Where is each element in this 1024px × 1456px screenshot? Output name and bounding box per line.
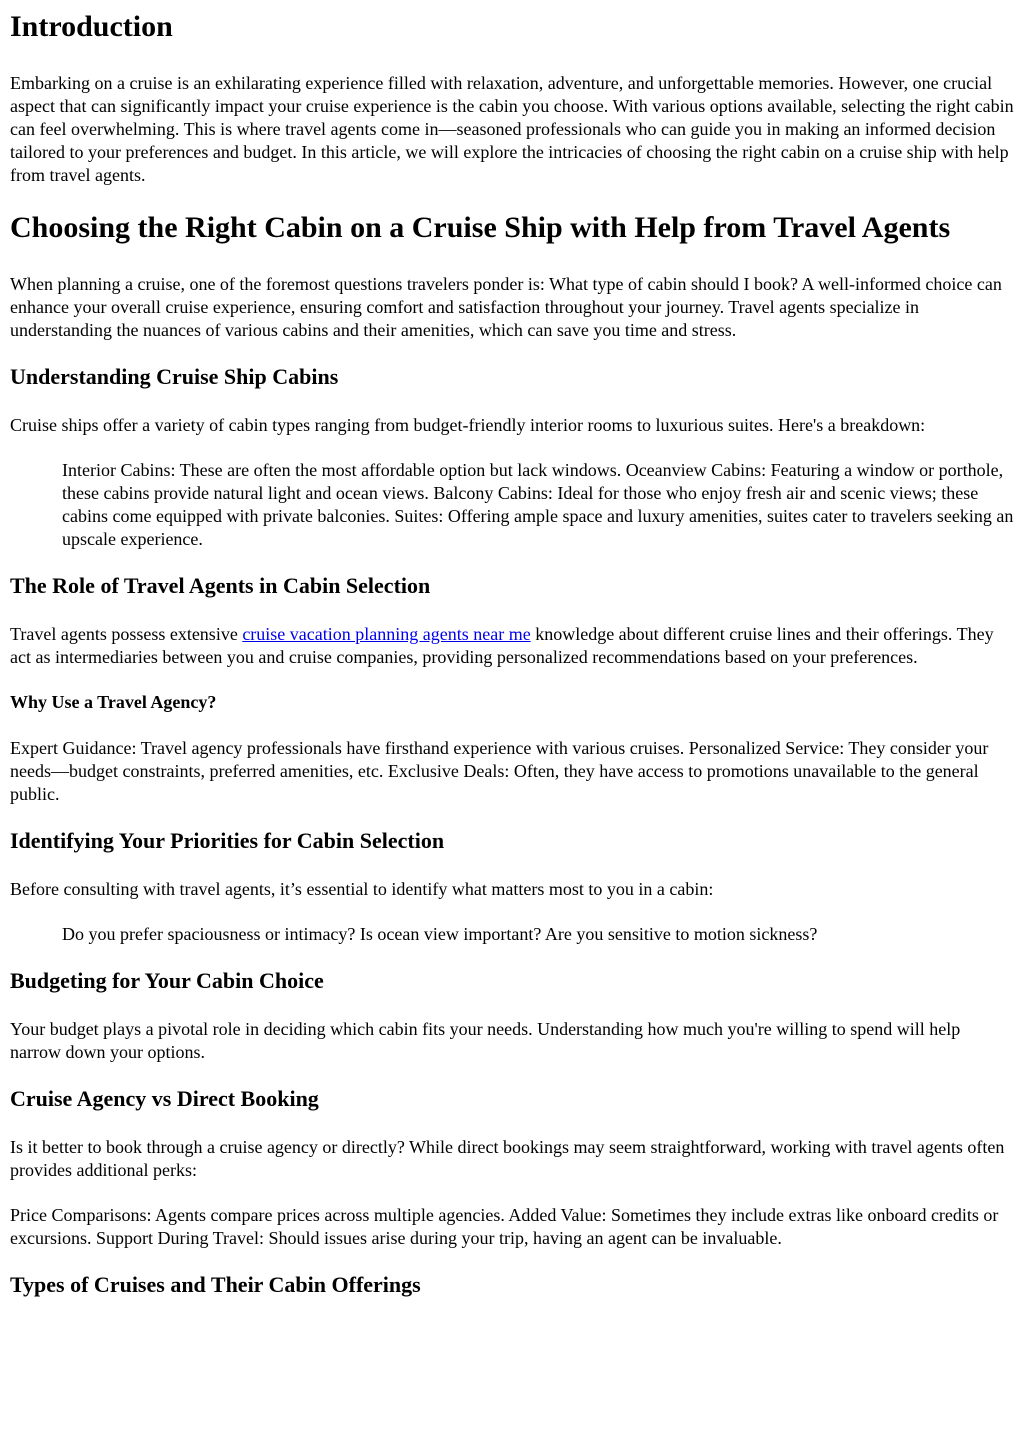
intro-paragraph: Embarking on a cruise is an exhilarating experience filled with relaxation, adventure, and unforgettable memories. However, one crucial aspect that can significantly impact your cruise experience is the cabin you choose. With various options available, selecting the right cabin can feel overwhelming. This is where travel agents come in—seasoned professionals who can guide you in making an informed decision tailored to your preferences and budget. In this article, we will explore the intricacies of choosing the right cabin on a cruise ship with help from travel agents.	[10, 73, 1014, 185]
understanding-heading: Understanding Cruise Ship Cabins	[10, 364, 339, 389]
intro-heading: Introduction	[10, 10, 173, 43]
why-paragraph: Expert Guidance: Travel agency professionals have firsthand experience with various cruises. Personalized Service: They consider your needs—budget constraints, preferred amenities, etc. Exclusive Deals: Often, they have access to promotions unavailable to the general public.	[10, 738, 989, 804]
article	[0, 10, 1024, 1298]
why-heading: Why Use a Travel Agency?	[10, 692, 217, 712]
priorities-heading: Identifying Your Priorities for Cabin Selection	[10, 828, 445, 853]
understanding-paragraph: Cruise ships offer a variety of cabin types ranging from budget-friendly interior rooms to luxurious suites. Here's a breakdown:	[10, 415, 926, 435]
role-text-after: knowledge about different cruise lines and their offerings. They act as intermediaries between you and cruise companies, providing personalized recommendations based on your preferences.	[10, 624, 994, 667]
role-text-before: Travel agents possess extensive	[10, 624, 243, 644]
cruise-agents-link[interactable]: cruise vacation planning agents near me	[242, 624, 531, 644]
role-paragraph	[10, 623, 1014, 669]
budget-paragraph: Your budget plays a pivotal role in deciding which cabin fits your needs. Understanding how much you're willing to spend will help narrow down your options.	[10, 1019, 961, 1062]
agency-vs-direct-paragraph-2: Price Comparisons: Agents compare prices across multiple agencies. Added Value: Sometimes they include extras like onboard credits or excursions. Support During Travel: Should issues arise during your trip, having an agent can be invaluable.	[10, 1205, 999, 1248]
budget-heading: Budgeting for Your Cabin Choice	[10, 968, 324, 993]
cabin-types-quote: Interior Cabins: These are often the most affordable option but lack windows. Oceanview Cabins: Featuring a window or porthole, these cabins provide natural light and ocean views. Balcony Cabins: Ideal for those who enjoy fresh air and scenic views; these cabins come equipped with private balconies. Suites: Offering ample space and luxury amenities, suites cater to travelers seeking an upscale experience.	[62, 460, 1014, 549]
agency-vs-direct-paragraph-1: Is it better to book through a cruise agency or directly? While direct bookings may seem straightforward, working with travel agents often provides additional perks:	[10, 1137, 1005, 1180]
agency-vs-direct-heading: Cruise Agency vs Direct Booking	[10, 1086, 319, 1111]
types-heading: Types of Cruises and Their Cabin Offerings	[10, 1272, 421, 1297]
role-heading: The Role of Travel Agents in Cabin Selection	[10, 573, 431, 598]
priorities-quote: Do you prefer spaciousness or intimacy? Is ocean view important? Are you sensitive to motion sickness?	[62, 924, 818, 944]
main-heading: Choosing the Right Cabin on a Cruise Ship with Help from Travel Agents	[10, 211, 951, 244]
priorities-paragraph: Before consulting with travel agents, it’s essential to identify what matters most to you in a cabin:	[10, 879, 714, 899]
main-paragraph: When planning a cruise, one of the foremost questions travelers ponder is: What type of cabin should I book? A well-informed choice can enhance your overall cruise experience, ensuring comfort and satisfaction throughout your journey. Travel agents specialize in understanding the nuances of various cabins and their amenities, which can save you time and stress.	[10, 274, 1002, 340]
